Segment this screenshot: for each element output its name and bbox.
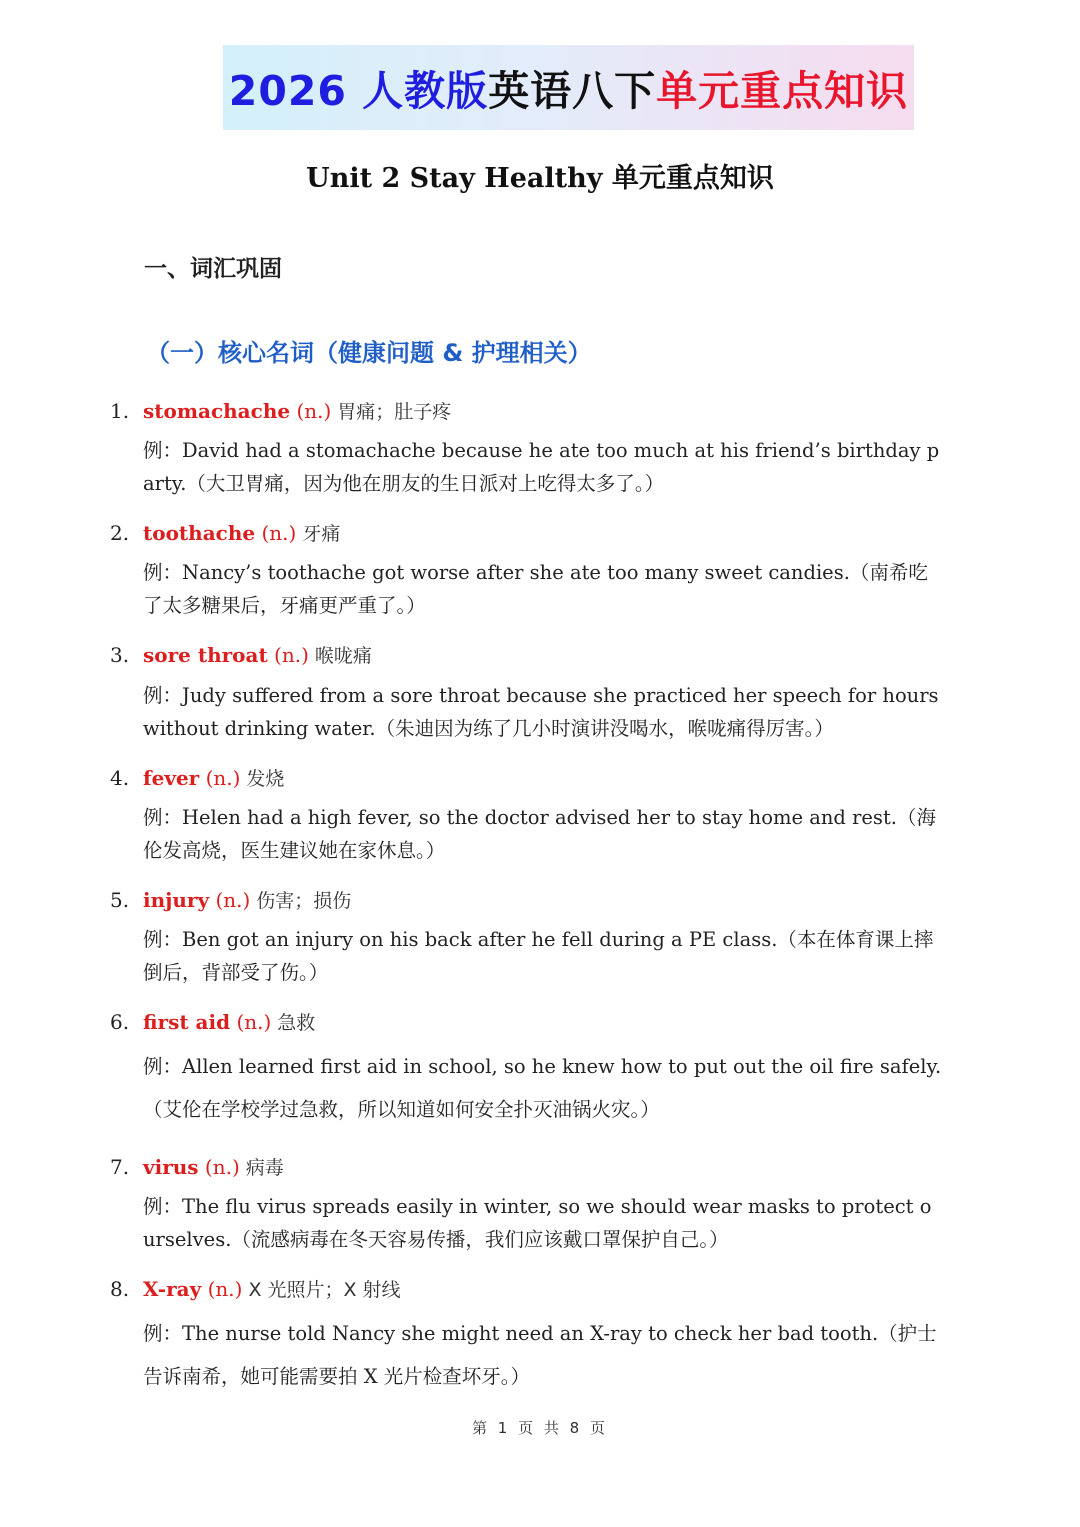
unit-title: Unit 2 Stay Healthy 单元重点知识 (306, 163, 774, 194)
banner-part-1: 2026 人教版 (228, 67, 489, 115)
item-pos: (n.) (236, 1010, 272, 1034)
item-number: 6. (110, 1010, 130, 1034)
vocab-item-head (110, 519, 340, 546)
item-example: 例：Nancy’s toothache got worse after she ate too many sweet candies.（南希吃了太多糖果后，牙痛更严重了。） (143, 561, 928, 617)
item-example: 例：Ben got an injury on his back after he fell during a PE class.（本在体育课上摔倒后，背部受了伤。） (143, 928, 934, 984)
banner-part-2: 英语八下 (488, 67, 657, 115)
item-pos: (n.) (274, 643, 309, 667)
item-term: sore throat (143, 643, 268, 667)
item-meaning: 喉咙痛 (314, 645, 372, 667)
item-meaning: X 光照片；X 射线 (248, 1279, 401, 1301)
item-term: toothache (143, 521, 256, 545)
item-number: 5. (110, 888, 130, 912)
item-term: stomachache (143, 399, 291, 423)
item-pos: (n.) (296, 399, 332, 423)
item-meaning: 发烧 (246, 768, 285, 790)
title-banner (223, 45, 914, 130)
item-pos: (n.) (261, 521, 297, 545)
item-meaning: 急救 (277, 1012, 316, 1034)
banner-part-3: 单元重点知识 (656, 67, 909, 115)
item-number: 2. (110, 521, 130, 545)
item-meaning: 胃痛；肚子疼 (337, 401, 452, 423)
item-number: 1. (110, 399, 130, 423)
subsection-title: （一）核心名词（健康问题 & 护理相关） (146, 339, 592, 367)
vocab-item-head (110, 397, 451, 424)
item-number: 7. (110, 1155, 130, 1179)
item-example: 例：David had a stomachache because he ate too much at his friend’s birthday party.（大卫胃痛，因为他在朋友的生日派对上吃得太多了。） (143, 439, 940, 495)
page-footer: 第 1 页 共 8 页 (472, 1419, 608, 1437)
item-term: X-ray (143, 1277, 202, 1301)
item-number: 8. (110, 1277, 130, 1301)
item-example: 例：Judy suffered from a sore throat because she practiced her speech for hours without drinking water.（朱迪因为练了几小时演讲没喝水，喉咙痛得厉害。） (143, 684, 939, 740)
item-meaning: 牙痛 (302, 523, 341, 545)
item-number: 4. (110, 766, 130, 790)
item-pos: (n.) (205, 766, 241, 790)
item-pos: (n.) (215, 888, 251, 912)
vocab-item-head (110, 764, 284, 791)
vocab-item-head (110, 1275, 401, 1302)
item-example: 例：Allen learned first aid in school, so he knew how to put out the oil fire safely.（艾伦在学校学过急救，所以知道如何安全扑灭油锅火灾。） (143, 1055, 942, 1121)
item-term: injury (143, 888, 210, 912)
vocab-item-head (110, 1153, 284, 1180)
vocab-item-head (110, 1008, 315, 1035)
item-example: 例：The flu virus spreads easily in winter, so we should wear masks to protect ourselves.（流感病毒在冬天容易传播，我们应该戴口罩保护自己。） (143, 1195, 932, 1251)
item-term: virus (143, 1155, 199, 1179)
section-title: 一、词汇巩固 (144, 256, 282, 282)
item-term: first aid (143, 1010, 231, 1034)
vocab-item-head (110, 886, 351, 913)
item-pos: (n.) (204, 1155, 240, 1179)
item-number: 3. (110, 643, 130, 667)
vocab-item-head (110, 641, 372, 668)
item-example: 例：The nurse told Nancy she might need an X-ray to check her bad tooth.（护士告诉南希，她可能需要拍 X 光片检查坏牙。） (143, 1322, 937, 1388)
item-example: 例：Helen had a high fever, so the doctor advised her to stay home and rest.（海伦发高烧，医生建议她在家休息。） (143, 806, 936, 862)
item-meaning: 伤害；损伤 (256, 890, 352, 912)
item-pos: (n.) (207, 1277, 243, 1301)
item-meaning: 病毒 (245, 1157, 284, 1179)
item-term: fever (143, 766, 200, 790)
